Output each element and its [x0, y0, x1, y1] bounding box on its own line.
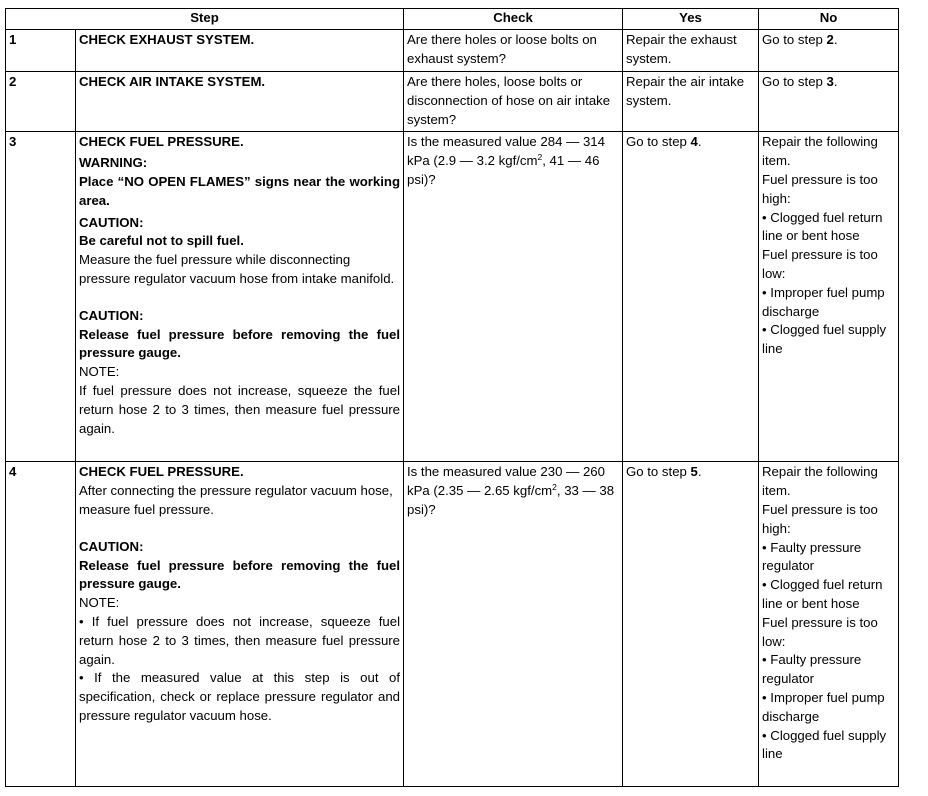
check-text: Is the measured value 230 — 260 kPa (2.35 — 2.65 kgf/cm — [407, 464, 605, 499]
yes-cell: Repair the exhaust system. — [623, 30, 759, 72]
check-cell: Are there holes, loose bolts or disconnection of hose on air intake system? — [404, 72, 623, 132]
note-label: NOTE: — [79, 595, 120, 611]
warning-text: Place “NO OPEN FLAMES” signs near the working area. — [79, 173, 401, 208]
caution-text: Be careful not to spill fuel. — [79, 233, 244, 249]
no-line: • Improper fuel pump discharge — [762, 689, 885, 724]
step-body: Measure the fuel pressure while disconnecting pressure regulator vacuum hose from intake manifold. — [79, 252, 395, 286]
step-number: 2 — [6, 72, 76, 132]
caution-text: Release fuel pressure before removing the fuel pressure gauge. — [79, 557, 401, 592]
caution-label: CAUTION: — [79, 214, 144, 230]
caution-label: CAUTION: — [79, 307, 144, 323]
header-check: Check — [404, 9, 623, 30]
no-line: Fuel pressure is too high: — [762, 501, 878, 536]
caution-label: CAUTION: — [79, 538, 144, 554]
no-step-ref: 3 — [826, 74, 834, 89]
no-line: • Faulty pressure regulator — [762, 652, 862, 687]
yes-text: Go to step — [626, 134, 691, 150]
header-step: Step — [6, 9, 404, 30]
no-line: • Faulty pressure regulator — [762, 539, 862, 574]
yes-text: Go to step — [626, 464, 691, 480]
step-cell — [76, 30, 404, 72]
no-cell — [759, 72, 899, 132]
step-cell — [76, 462, 404, 787]
step-number: 3 — [6, 132, 76, 462]
no-cell — [759, 462, 899, 787]
diagnostic-table — [5, 8, 899, 787]
no-line: Fuel pressure is too low: — [762, 247, 878, 281]
check-superscript: 2 — [552, 482, 557, 493]
header-yes: Yes — [623, 9, 759, 30]
step-title: CHECK FUEL PRESSURE. — [79, 464, 244, 480]
step-title: CHECK AIR INTAKE SYSTEM. — [79, 74, 266, 89]
header-row — [6, 9, 899, 30]
no-cell — [759, 132, 899, 462]
note-item: • If the measured value at this step is out of specification, check or replace pressure regulator and pressure regulator vacuum hose. — [79, 670, 401, 723]
yes-text-end: . — [697, 134, 702, 150]
yes-cell: Repair the air intake system. — [623, 72, 759, 132]
no-line: Fuel pressure is too high: — [762, 171, 878, 206]
table-row — [6, 72, 899, 132]
header-no: No — [759, 9, 899, 30]
step-number: 1 — [6, 30, 76, 72]
no-text-end: . — [833, 32, 838, 47]
no-line: Repair the following item. — [762, 464, 878, 499]
table-row — [6, 462, 899, 787]
step-body: After connecting the pressure regulator vacuum hose, measure fuel pressure. — [79, 483, 393, 517]
check-cell: Are there holes or loose bolts on exhaust system? — [404, 30, 623, 72]
no-text-end: . — [833, 74, 838, 89]
note-item: • If fuel pressure does not increase, squeeze fuel return hose 2 to 3 times, then measure fuel pressure again. — [79, 613, 401, 667]
no-text: Go to step — [762, 74, 827, 89]
note-text: If fuel pressure does not increase, squeeze the fuel return hose 2 to 3 times, then measure fuel pressure again. — [79, 382, 401, 436]
yes-cell — [623, 132, 759, 462]
step-title: CHECK EXHAUST SYSTEM. — [79, 32, 255, 47]
step-cell — [76, 72, 404, 132]
table-row — [6, 132, 899, 462]
yes-cell — [623, 462, 759, 787]
yes-text-end: . — [697, 464, 702, 480]
no-step-ref: 2 — [826, 32, 834, 47]
warning-label: WARNING: — [79, 155, 148, 171]
no-line: • Clogged fuel return line or bent hose — [762, 209, 883, 244]
check-text: Is the measured value 284 — 314 kPa (2.9 — 3.2 kgf/cm — [407, 134, 605, 169]
yes-step-ref: 5 — [690, 464, 698, 480]
check-superscript: 2 — [537, 152, 543, 163]
no-text: Go to step — [762, 32, 827, 47]
no-line: Fuel pressure is too low: — [762, 614, 878, 649]
step-title: CHECK FUEL PRESSURE. — [79, 134, 244, 150]
check-text-end: , 41 — 46 psi)? — [407, 153, 600, 187]
step-cell — [76, 132, 404, 462]
no-line: • Clogged fuel return line or bent hose — [762, 577, 883, 611]
no-cell — [759, 30, 899, 72]
check-cell — [404, 462, 623, 787]
no-line: • Clogged fuel supply line — [762, 727, 887, 762]
note-label: NOTE: — [79, 364, 120, 380]
caution-text: Release fuel pressure before removing the fuel pressure gauge. — [79, 326, 401, 361]
yes-step-ref: 4 — [690, 134, 698, 150]
no-line: • Clogged fuel supply line — [762, 322, 887, 357]
no-line: • Improper fuel pump discharge — [762, 284, 885, 319]
check-text-end: , 33 — 38 psi)? — [407, 483, 615, 517]
step-number: 4 — [6, 462, 76, 787]
no-line: Repair the following item. — [762, 134, 878, 169]
check-cell — [404, 132, 623, 462]
table-row — [6, 30, 899, 72]
